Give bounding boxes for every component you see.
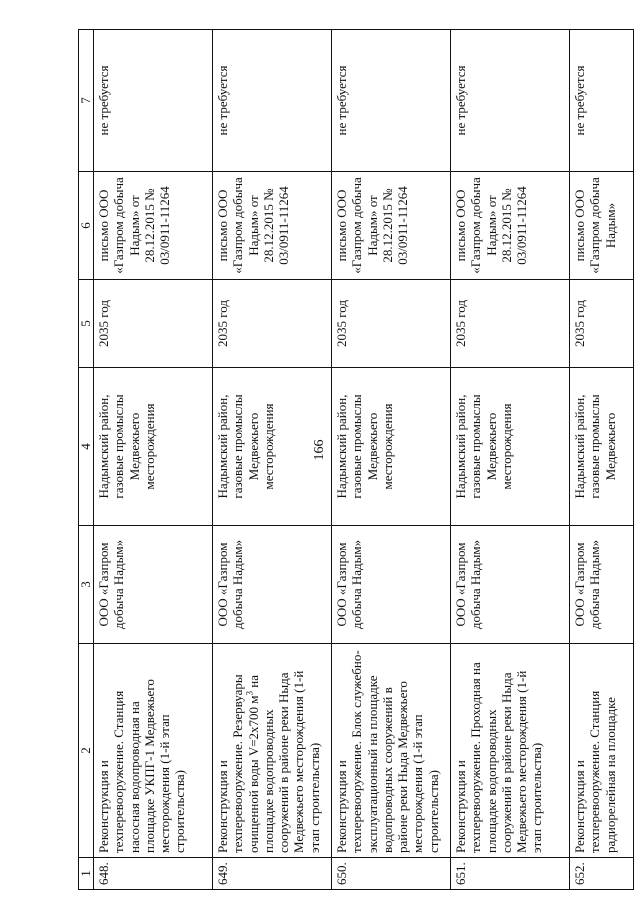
status: не требуется: [94, 30, 213, 172]
organization: ООО «Газпром добыча Надым»: [451, 526, 570, 644]
row-number: 650.: [332, 858, 451, 890]
organization: ООО «Газпром добыча Надым»: [213, 526, 332, 644]
superscript: 3: [244, 690, 255, 696]
year: 2035 год: [332, 280, 451, 368]
table-row: [213, 30, 332, 890]
status: не требуется: [332, 30, 451, 172]
object-name-part: Реконструкция и техперевооружение. Резервуары очищенной воды V=2х700 м: [215, 674, 261, 853]
document-ref: письмо ООО «Газпром добыча Надым»: [570, 172, 634, 280]
object-name-part: на площадке водопроводных сооружений в районе реки Ныда Медвежьего месторождения (1-й этап строительства): [245, 670, 322, 853]
organization: ООО «Газпром добыча Надым»: [94, 526, 213, 644]
status: не требуется: [570, 30, 634, 172]
location: Надымский район, газовые промыслы Медвежьего: [570, 368, 634, 526]
object-name: Реконструкция и техперевооружение. Проходная на площадке водопроводных сооружений в районе реки Ныда Медвежьего месторождения (1-й этап строительства): [451, 644, 570, 858]
year: 2035 год: [94, 280, 213, 368]
object-name: Реконструкция и техперевооружение. Станция насосная водопроводная на площадке УКПГ-1 Медвежьего месторождения (1-й этап строительства): [94, 644, 213, 858]
rotated-table-container: [78, 30, 618, 890]
document-ref: письмо ООО «Газпром добыча Надым» от 28.12.2015 № 03/0911-11264: [332, 172, 451, 280]
page-number: 166: [312, 439, 327, 461]
row-number: 651.: [451, 858, 570, 890]
location: Надымский район, газовые промыслы Медвежьего месторождения: [332, 368, 451, 526]
header-col-4: 4: [79, 368, 94, 526]
year: 2035 год: [213, 280, 332, 368]
object-name: Реконструкция и техперевооружение. Станция радиорелейная на площадке: [570, 644, 634, 858]
header-col-6: 6: [79, 172, 94, 280]
table-row: [451, 30, 570, 890]
table-row: [570, 30, 634, 890]
location: Надымский район, газовые промыслы Медвежьего месторождения: [94, 368, 213, 526]
document-ref: письмо ООО «Газпром добыча Надым» от 28.12.2015 № 03/0911-11264: [94, 172, 213, 280]
object-name: Реконструкция и техперевооружение. Блок служебно-эксплуатационный на площадке водопроводных сооружений в районе реки Ныда Медвежьего месторождения (1-й этап строительства): [332, 644, 451, 858]
row-number: 649.: [213, 858, 332, 890]
row-number: 648.: [94, 858, 213, 890]
organization: ООО «Газпром добыча Надым»: [332, 526, 451, 644]
object-name: [213, 644, 332, 858]
table-row: [94, 30, 213, 890]
header-col-2: 2: [79, 644, 94, 858]
location: Надымский район, газовые промыслы Медвежьего месторождения: [451, 368, 570, 526]
objects-table: [78, 29, 634, 890]
status: не требуется: [213, 30, 332, 172]
document-ref: письмо ООО «Газпром добыча Надым» от 28.12.2015 № 03/0911-11264: [213, 172, 332, 280]
header-row: [79, 30, 94, 890]
location: Надымский район, газовые промыслы Медвежьего месторождения: [213, 368, 332, 526]
document-page: [78, 30, 618, 890]
year: 2035 год: [451, 280, 570, 368]
row-number: 652.: [570, 858, 634, 890]
status: не требуется: [451, 30, 570, 172]
table-row: [332, 30, 451, 890]
header-col-1: 1: [79, 858, 94, 890]
header-col-7: 7: [79, 30, 94, 172]
header-col-5: 5: [79, 280, 94, 368]
year: 2035 год: [570, 280, 634, 368]
document-ref: письмо ООО «Газпром добыча Надым» от 28.12.2015 № 03/0911-11264: [451, 172, 570, 280]
organization: ООО «Газпром добыча Надым»: [570, 526, 634, 644]
header-col-3: 3: [79, 526, 94, 644]
